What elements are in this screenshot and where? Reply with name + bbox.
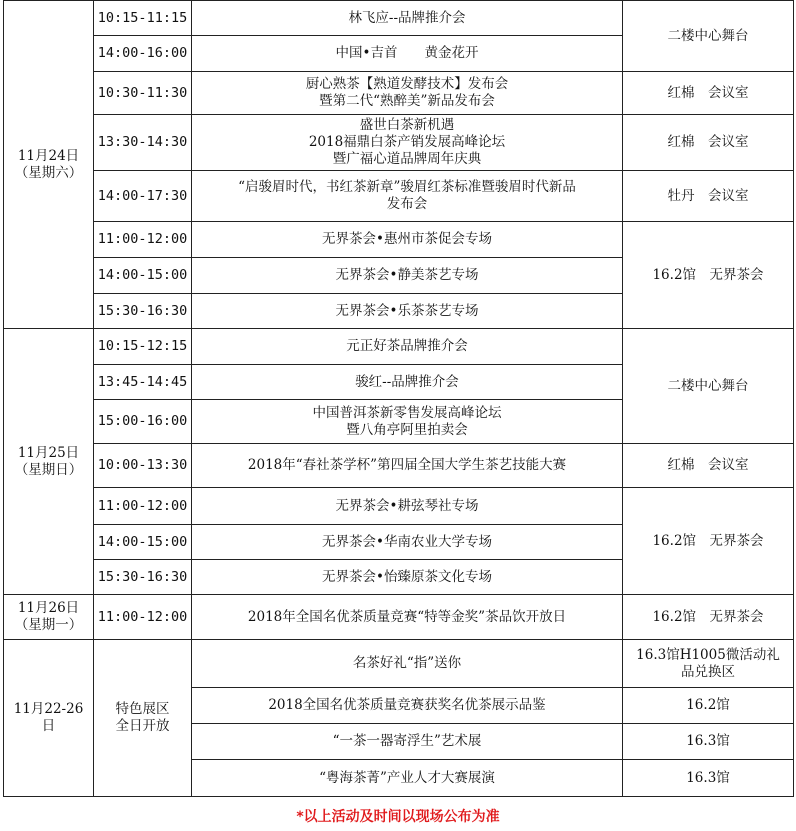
table-row xyxy=(4,444,794,488)
time-cell: 14:00-15:00 xyxy=(94,258,192,294)
event-cell: 2018全国名优茶质量竞赛获奖名优茶展示品鉴 xyxy=(192,688,623,724)
time-cell: 11:00-12:00 xyxy=(94,222,192,258)
event-cell: 厨心熟茶【熟道发酵技术】发布会 暨第二代“熟醉美”新品发布会 xyxy=(192,72,623,115)
event-cell: 中国普洱茶新零售发展高峰论坛 暨八角亭阿里拍卖会 xyxy=(192,400,623,444)
time-cell: 13:45-14:45 xyxy=(94,365,192,400)
table-row xyxy=(4,171,794,222)
event-cell: 无界茶会•耕弦琴社专场 xyxy=(192,488,623,525)
date-cell xyxy=(4,329,94,595)
time-cell: 14:00-16:00 xyxy=(94,36,192,72)
table-row xyxy=(4,72,794,115)
event-cell: 无界茶会•华南农业大学专场 xyxy=(192,525,623,560)
footnote-disclaimer: *以上活动及时间以现场公布为准 xyxy=(296,809,500,825)
time-cell: 15:00-16:00 xyxy=(94,400,192,444)
time-cell: 15:30-16:30 xyxy=(94,560,192,595)
venue-cell: 二楼中心舞台 xyxy=(623,1,794,72)
venue-cell: 红棉 会议室 xyxy=(623,72,794,115)
table-row xyxy=(4,329,794,365)
event-cell: 无界茶会•怡臻原茶文化专场 xyxy=(192,560,623,595)
time-cell: 13:30-14:30 xyxy=(94,115,192,171)
table-row xyxy=(4,1,794,36)
time-cell: 11:00-12:00 xyxy=(94,595,192,640)
event-cell: 2018年“春社茶学杯”第四届全国大学生茶艺技能大赛 xyxy=(192,444,623,488)
venue-cell: 红棉 会议室 xyxy=(623,444,794,488)
date-text: 11月26日 xyxy=(17,600,80,616)
event-cell: “启骏眉时代，书红茶新章”骏眉红茶标准暨骏眉时代新品 发布会 xyxy=(192,171,623,222)
event-cell: 无界茶会•乐茶茶艺专场 xyxy=(192,294,623,329)
time-cell: 10:15-11:15 xyxy=(94,1,192,36)
event-cell: “一茶一器寄浮生”艺术展 xyxy=(192,724,623,760)
event-cell: “粤海茶菁”产业人才大赛展演 xyxy=(192,760,623,797)
table-row xyxy=(4,115,794,171)
event-cell: 名茶好礼“指”送你 xyxy=(192,640,623,688)
weekday-text: （星期日） xyxy=(14,461,83,478)
event-schedule-table xyxy=(3,0,794,797)
exhibition-date-cell: 11月22-26 日 xyxy=(4,640,94,797)
table-row xyxy=(4,488,794,525)
time-cell: 14:00-17:30 xyxy=(94,171,192,222)
table-row xyxy=(4,640,794,688)
event-cell: 无界茶会•静美茶艺专场 xyxy=(192,258,623,294)
event-cell: 盛世白茶新机遇 2018福鼎白茶产销发展高峰论坛 暨广福心道品牌周年庆典 xyxy=(192,115,623,171)
venue-cell: 二楼中心舞台 xyxy=(623,329,794,444)
time-cell: 14:00-15:00 xyxy=(94,525,192,560)
table-row xyxy=(4,222,794,258)
event-cell: 2018年全国名优茶质量竞赛“特等金奖”茶品饮开放日 xyxy=(192,595,623,640)
venue-cell: 16.2馆 无界茶会 xyxy=(623,488,794,595)
exhibition-area-cell: 特色展区 全日开放 xyxy=(94,640,192,797)
time-cell: 10:00-13:30 xyxy=(94,444,192,488)
venue-cell: 16.2馆 xyxy=(623,688,794,724)
time-cell: 10:15-12:15 xyxy=(94,329,192,365)
venue-cell: 16.3馆 xyxy=(623,724,794,760)
venue-cell: 16.2馆 无界茶会 xyxy=(623,222,794,329)
time-cell: 10:30-11:30 xyxy=(94,72,192,115)
venue-cell: 16.3馆 xyxy=(623,760,794,797)
weekday-text: （星期一） xyxy=(14,617,83,633)
time-cell: 11:00-12:00 xyxy=(94,488,192,525)
venue-cell: 牡丹 会议室 xyxy=(623,171,794,222)
venue-cell: 16.3馆H1005微活动礼 品兑换区 xyxy=(623,640,794,688)
venue-cell: 红棉 会议室 xyxy=(623,115,794,171)
date-text: 11月24日 xyxy=(17,147,80,164)
table-row xyxy=(4,595,794,640)
event-cell: 元正好茶品牌推介会 xyxy=(192,329,623,365)
date-cell xyxy=(4,595,94,640)
event-cell: 无界茶会•惠州市茶促会专场 xyxy=(192,222,623,258)
event-cell: 中国•吉首 黄金花开 xyxy=(192,36,623,72)
time-cell: 15:30-16:30 xyxy=(94,294,192,329)
venue-cell: 16.2馆 无界茶会 xyxy=(623,595,794,640)
event-cell: 骏红--品牌推介会 xyxy=(192,365,623,400)
weekday-text: （星期六） xyxy=(14,164,83,181)
event-cell: 林飞应--品牌推介会 xyxy=(192,1,623,36)
date-text: 11月25日 xyxy=(17,444,80,461)
date-cell xyxy=(4,1,94,329)
